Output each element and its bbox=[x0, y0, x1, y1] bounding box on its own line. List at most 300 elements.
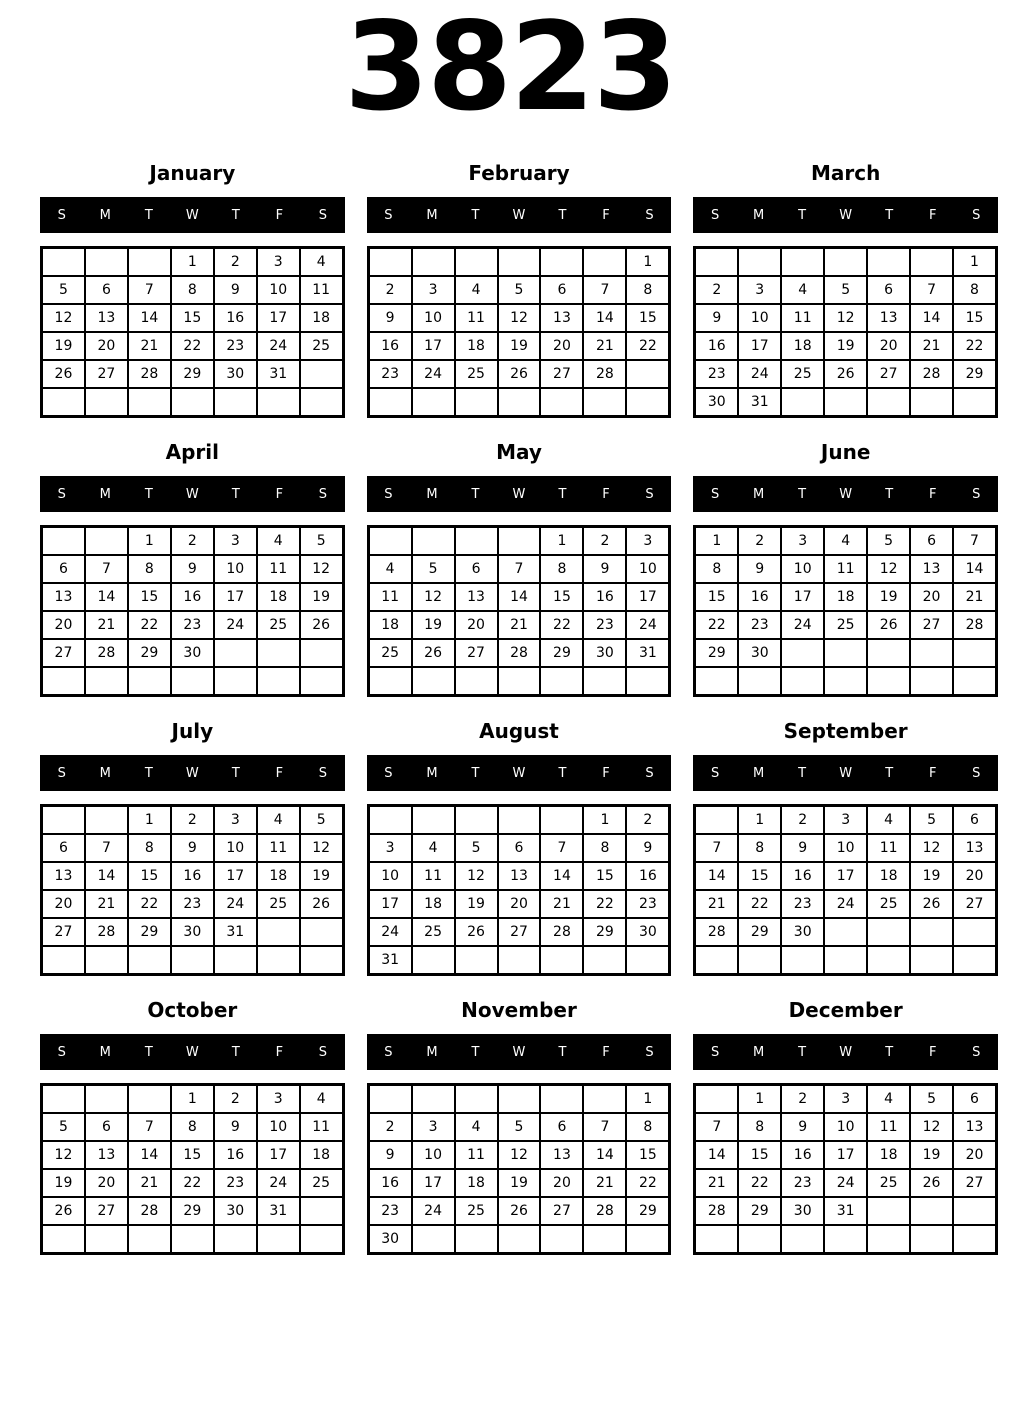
weekday-label: S bbox=[710, 765, 720, 781]
day-cell-empty bbox=[214, 639, 257, 667]
day-cell: 1 bbox=[171, 1085, 214, 1113]
weekday-label: F bbox=[928, 765, 937, 781]
weekday-header-row bbox=[40, 476, 345, 512]
day-cell: 13 bbox=[540, 304, 583, 332]
weekday-label: S bbox=[318, 207, 328, 223]
day-cell: 17 bbox=[257, 1141, 300, 1169]
day-cell: 4 bbox=[455, 1113, 498, 1141]
day-cell-empty bbox=[85, 667, 128, 695]
day-cell: 3 bbox=[412, 276, 455, 304]
weekday-label: T bbox=[798, 1044, 807, 1060]
day-cell-empty bbox=[910, 248, 953, 276]
day-cell: 21 bbox=[910, 332, 953, 360]
day-cell-empty bbox=[300, 360, 343, 388]
day-cell: 10 bbox=[257, 276, 300, 304]
weekday-label: W bbox=[185, 1044, 199, 1060]
day-cell: 8 bbox=[171, 1113, 214, 1141]
day-cell: 2 bbox=[214, 1085, 257, 1113]
day-cell: 31 bbox=[824, 1197, 867, 1225]
day-cell: 23 bbox=[214, 1169, 257, 1197]
day-cell: 14 bbox=[540, 862, 583, 890]
weekday-label: F bbox=[275, 1044, 284, 1060]
day-cell: 20 bbox=[85, 1169, 128, 1197]
day-cell: 24 bbox=[824, 1169, 867, 1197]
day-cell: 6 bbox=[455, 555, 498, 583]
day-cell-empty bbox=[540, 248, 583, 276]
day-cell: 28 bbox=[540, 918, 583, 946]
day-cell: 8 bbox=[540, 555, 583, 583]
day-cell: 22 bbox=[738, 890, 781, 918]
weekday-label: M bbox=[99, 765, 111, 781]
weekday-label: T bbox=[798, 765, 807, 781]
weekday-header-row bbox=[367, 1034, 672, 1070]
weekday-label: S bbox=[57, 765, 66, 781]
day-cell-empty bbox=[953, 388, 996, 416]
day-cell: 8 bbox=[626, 276, 669, 304]
day-cell: 19 bbox=[42, 1169, 85, 1197]
day-cell: 19 bbox=[824, 332, 867, 360]
day-cell-empty bbox=[128, 1085, 171, 1113]
day-cell: 8 bbox=[953, 276, 996, 304]
weekday-header-row bbox=[40, 1034, 345, 1070]
weekday-label: M bbox=[99, 207, 111, 223]
day-cell: 23 bbox=[583, 611, 626, 639]
day-cell: 14 bbox=[128, 304, 171, 332]
day-cell: 30 bbox=[214, 360, 257, 388]
weekday-label: S bbox=[384, 765, 393, 781]
day-cell: 23 bbox=[695, 360, 738, 388]
day-cell-empty bbox=[953, 918, 996, 946]
day-cell: 30 bbox=[171, 918, 214, 946]
day-cell: 11 bbox=[257, 555, 300, 583]
day-cell-empty bbox=[781, 248, 824, 276]
day-cell: 27 bbox=[85, 1197, 128, 1225]
day-cell-empty bbox=[498, 1085, 541, 1113]
weekday-label: S bbox=[645, 1044, 654, 1060]
day-cell: 5 bbox=[824, 276, 867, 304]
month-calendar bbox=[40, 441, 345, 697]
day-cell-empty bbox=[171, 667, 214, 695]
day-cell: 15 bbox=[953, 304, 996, 332]
day-cell: 16 bbox=[781, 1141, 824, 1169]
day-cell: 30 bbox=[695, 388, 738, 416]
day-cell: 30 bbox=[171, 639, 214, 667]
day-cell-empty bbox=[583, 946, 626, 974]
day-cell-empty bbox=[369, 527, 412, 555]
weekday-label: S bbox=[384, 486, 393, 502]
day-cell: 26 bbox=[300, 611, 343, 639]
day-grid bbox=[367, 804, 672, 976]
day-cell: 6 bbox=[42, 834, 85, 862]
weekday-label: W bbox=[512, 486, 526, 502]
day-cell: 31 bbox=[738, 388, 781, 416]
day-cell: 29 bbox=[626, 1197, 669, 1225]
weekday-label: W bbox=[512, 1044, 526, 1060]
day-grid bbox=[693, 1083, 998, 1255]
day-cell: 7 bbox=[583, 1113, 626, 1141]
weekday-label: W bbox=[839, 207, 853, 223]
day-cell: 25 bbox=[455, 360, 498, 388]
day-cell-empty bbox=[498, 248, 541, 276]
day-cell: 5 bbox=[42, 1113, 85, 1141]
day-cell: 4 bbox=[824, 527, 867, 555]
month-calendar bbox=[40, 720, 345, 976]
day-cell-empty bbox=[781, 1225, 824, 1253]
day-cell: 26 bbox=[498, 1197, 541, 1225]
day-cell: 3 bbox=[824, 1085, 867, 1113]
day-cell-empty bbox=[171, 388, 214, 416]
day-cell: 21 bbox=[583, 332, 626, 360]
day-cell: 16 bbox=[695, 332, 738, 360]
day-cell-empty bbox=[455, 388, 498, 416]
day-cell: 14 bbox=[128, 1141, 171, 1169]
day-cell: 19 bbox=[42, 332, 85, 360]
weekday-label: M bbox=[752, 207, 765, 223]
day-cell: 15 bbox=[626, 1141, 669, 1169]
day-cell-empty bbox=[85, 946, 128, 974]
day-cell: 28 bbox=[128, 360, 171, 388]
weekday-label: T bbox=[558, 765, 567, 781]
day-cell: 6 bbox=[953, 806, 996, 834]
day-cell: 1 bbox=[128, 806, 171, 834]
day-cell: 18 bbox=[455, 332, 498, 360]
day-cell: 16 bbox=[214, 304, 257, 332]
day-cell: 1 bbox=[626, 1085, 669, 1113]
day-grid bbox=[367, 1083, 672, 1255]
day-cell-empty bbox=[455, 946, 498, 974]
day-cell: 10 bbox=[257, 1113, 300, 1141]
day-cell-empty bbox=[257, 388, 300, 416]
day-cell: 25 bbox=[257, 890, 300, 918]
weekday-label: S bbox=[710, 486, 720, 502]
day-cell: 18 bbox=[300, 1141, 343, 1169]
day-cell: 8 bbox=[171, 276, 214, 304]
day-cell: 27 bbox=[953, 1169, 996, 1197]
day-cell: 26 bbox=[412, 639, 455, 667]
day-cell: 8 bbox=[128, 555, 171, 583]
day-cell: 13 bbox=[85, 1141, 128, 1169]
day-cell-empty bbox=[540, 388, 583, 416]
day-cell: 31 bbox=[257, 1197, 300, 1225]
weekday-header-row bbox=[367, 476, 672, 512]
day-cell: 17 bbox=[257, 304, 300, 332]
day-cell: 29 bbox=[171, 1197, 214, 1225]
day-cell: 26 bbox=[42, 360, 85, 388]
day-cell: 17 bbox=[412, 1169, 455, 1197]
day-cell-empty bbox=[626, 667, 669, 695]
day-cell: 11 bbox=[867, 1113, 910, 1141]
day-cell: 20 bbox=[498, 890, 541, 918]
day-cell: 11 bbox=[867, 834, 910, 862]
day-cell-empty bbox=[867, 1197, 910, 1225]
day-cell: 8 bbox=[738, 1113, 781, 1141]
day-cell: 19 bbox=[910, 862, 953, 890]
month-calendar bbox=[693, 720, 998, 976]
day-cell: 11 bbox=[781, 304, 824, 332]
weekday-label: T bbox=[471, 1044, 480, 1060]
day-cell: 8 bbox=[738, 834, 781, 862]
day-cell: 2 bbox=[214, 248, 257, 276]
day-cell: 25 bbox=[867, 1169, 910, 1197]
weekday-label: S bbox=[972, 486, 981, 502]
day-cell: 14 bbox=[583, 1141, 626, 1169]
day-cell: 5 bbox=[910, 1085, 953, 1113]
day-cell: 3 bbox=[626, 527, 669, 555]
day-cell: 21 bbox=[583, 1169, 626, 1197]
day-cell: 22 bbox=[695, 611, 738, 639]
day-cell: 24 bbox=[214, 611, 257, 639]
day-cell-empty bbox=[257, 667, 300, 695]
weekday-label: S bbox=[972, 1044, 981, 1060]
day-cell: 16 bbox=[171, 862, 214, 890]
day-cell: 12 bbox=[910, 1113, 953, 1141]
day-cell: 14 bbox=[910, 304, 953, 332]
weekday-label: M bbox=[426, 765, 438, 781]
weekday-label: M bbox=[752, 486, 765, 502]
day-cell-empty bbox=[498, 388, 541, 416]
day-cell: 25 bbox=[412, 918, 455, 946]
weekday-label: T bbox=[471, 765, 480, 781]
day-cell: 2 bbox=[738, 527, 781, 555]
day-cell: 31 bbox=[257, 360, 300, 388]
day-cell: 9 bbox=[369, 1141, 412, 1169]
day-cell: 22 bbox=[128, 611, 171, 639]
weekday-label: S bbox=[318, 1044, 328, 1060]
day-cell: 13 bbox=[42, 583, 85, 611]
day-cell: 18 bbox=[300, 304, 343, 332]
day-cell: 20 bbox=[910, 583, 953, 611]
day-cell: 14 bbox=[85, 862, 128, 890]
weekday-header-row bbox=[40, 197, 345, 233]
day-cell: 7 bbox=[583, 276, 626, 304]
day-cell-empty bbox=[953, 667, 996, 695]
weekday-label: S bbox=[710, 1044, 720, 1060]
day-cell-empty bbox=[412, 806, 455, 834]
day-cell: 15 bbox=[128, 583, 171, 611]
day-cell-empty bbox=[695, 1225, 738, 1253]
weekday-label: T bbox=[231, 207, 240, 223]
day-cell-empty bbox=[300, 1225, 343, 1253]
day-cell: 9 bbox=[214, 1113, 257, 1141]
day-cell-empty bbox=[455, 806, 498, 834]
day-cell: 26 bbox=[910, 890, 953, 918]
month-title: November bbox=[461, 998, 577, 1022]
weekday-label: T bbox=[885, 486, 894, 502]
day-cell: 4 bbox=[412, 834, 455, 862]
day-cell: 8 bbox=[128, 834, 171, 862]
day-cell: 20 bbox=[42, 890, 85, 918]
day-cell-empty bbox=[498, 806, 541, 834]
day-cell: 13 bbox=[910, 555, 953, 583]
day-cell: 29 bbox=[695, 639, 738, 667]
day-cell: 23 bbox=[738, 611, 781, 639]
weekday-label: S bbox=[645, 486, 654, 502]
day-cell: 20 bbox=[867, 332, 910, 360]
weekday-label: T bbox=[885, 207, 894, 223]
day-cell: 1 bbox=[128, 527, 171, 555]
day-cell-empty bbox=[583, 1225, 626, 1253]
day-cell: 10 bbox=[626, 555, 669, 583]
day-cell: 20 bbox=[85, 332, 128, 360]
day-cell-empty bbox=[540, 1225, 583, 1253]
day-cell-empty bbox=[128, 1225, 171, 1253]
day-cell-empty bbox=[412, 667, 455, 695]
day-cell: 9 bbox=[369, 304, 412, 332]
weekday-label: S bbox=[645, 765, 654, 781]
day-cell-empty bbox=[953, 946, 996, 974]
day-cell: 29 bbox=[738, 1197, 781, 1225]
day-cell: 28 bbox=[583, 1197, 626, 1225]
day-cell: 21 bbox=[695, 890, 738, 918]
day-cell: 24 bbox=[412, 1197, 455, 1225]
day-cell: 12 bbox=[42, 1141, 85, 1169]
day-cell: 22 bbox=[953, 332, 996, 360]
day-cell: 16 bbox=[583, 583, 626, 611]
day-cell: 10 bbox=[369, 862, 412, 890]
day-cell: 13 bbox=[42, 862, 85, 890]
day-cell: 19 bbox=[412, 611, 455, 639]
day-cell: 23 bbox=[781, 1169, 824, 1197]
day-cell-empty bbox=[412, 1085, 455, 1113]
day-cell: 4 bbox=[300, 248, 343, 276]
day-cell: 11 bbox=[300, 276, 343, 304]
day-cell: 3 bbox=[257, 1085, 300, 1113]
day-cell: 25 bbox=[300, 1169, 343, 1197]
day-cell: 27 bbox=[953, 890, 996, 918]
month-calendar bbox=[693, 999, 998, 1255]
weekday-label: S bbox=[318, 765, 328, 781]
day-cell: 24 bbox=[824, 890, 867, 918]
day-cell-empty bbox=[455, 1085, 498, 1113]
day-cell: 3 bbox=[781, 527, 824, 555]
day-cell-empty bbox=[824, 946, 867, 974]
day-cell: 15 bbox=[583, 862, 626, 890]
day-cell: 12 bbox=[867, 555, 910, 583]
day-cell: 21 bbox=[498, 611, 541, 639]
day-cell-empty bbox=[214, 946, 257, 974]
month-title: April bbox=[165, 440, 220, 464]
month-title: March bbox=[810, 161, 881, 185]
day-cell: 1 bbox=[738, 806, 781, 834]
day-cell: 1 bbox=[626, 248, 669, 276]
day-cell: 16 bbox=[369, 1169, 412, 1197]
day-cell: 13 bbox=[498, 862, 541, 890]
day-cell: 1 bbox=[171, 248, 214, 276]
day-cell: 10 bbox=[738, 304, 781, 332]
month-title: August bbox=[479, 719, 559, 743]
day-cell-empty bbox=[626, 946, 669, 974]
day-cell: 13 bbox=[540, 1141, 583, 1169]
day-grid bbox=[40, 246, 345, 418]
day-cell: 4 bbox=[781, 276, 824, 304]
day-cell: 9 bbox=[171, 555, 214, 583]
day-cell: 25 bbox=[781, 360, 824, 388]
day-cell: 16 bbox=[626, 862, 669, 890]
day-cell: 13 bbox=[953, 834, 996, 862]
day-cell: 28 bbox=[695, 918, 738, 946]
day-cell: 23 bbox=[781, 890, 824, 918]
day-cell: 23 bbox=[214, 332, 257, 360]
day-cell-empty bbox=[498, 527, 541, 555]
day-cell: 31 bbox=[369, 946, 412, 974]
day-cell: 5 bbox=[412, 555, 455, 583]
weekday-label: S bbox=[384, 1044, 393, 1060]
day-cell: 4 bbox=[257, 806, 300, 834]
weekday-label: W bbox=[839, 486, 853, 502]
day-cell: 16 bbox=[369, 332, 412, 360]
day-cell: 20 bbox=[540, 1169, 583, 1197]
day-cell: 30 bbox=[781, 918, 824, 946]
weekday-label: W bbox=[839, 1044, 853, 1060]
day-cell: 17 bbox=[214, 862, 257, 890]
weekday-label: T bbox=[558, 207, 567, 223]
day-cell: 19 bbox=[867, 583, 910, 611]
day-cell: 13 bbox=[455, 583, 498, 611]
day-cell: 12 bbox=[42, 304, 85, 332]
day-cell-empty bbox=[910, 918, 953, 946]
day-cell: 26 bbox=[42, 1197, 85, 1225]
day-cell-empty bbox=[171, 946, 214, 974]
day-cell-empty bbox=[300, 1197, 343, 1225]
day-cell: 23 bbox=[171, 611, 214, 639]
day-cell-empty bbox=[128, 388, 171, 416]
weekday-label: F bbox=[928, 486, 937, 502]
day-cell: 1 bbox=[583, 806, 626, 834]
day-cell: 12 bbox=[300, 555, 343, 583]
weekday-label: T bbox=[471, 207, 480, 223]
day-cell: 7 bbox=[85, 555, 128, 583]
weekday-header-row bbox=[367, 755, 672, 791]
day-cell: 18 bbox=[867, 862, 910, 890]
day-cell: 6 bbox=[540, 276, 583, 304]
day-cell: 27 bbox=[910, 611, 953, 639]
day-cell: 13 bbox=[85, 304, 128, 332]
weekday-header-row bbox=[693, 476, 998, 512]
day-cell: 23 bbox=[369, 1197, 412, 1225]
day-cell: 6 bbox=[42, 555, 85, 583]
day-cell-empty bbox=[85, 388, 128, 416]
day-cell: 29 bbox=[171, 360, 214, 388]
day-cell: 18 bbox=[781, 332, 824, 360]
day-cell: 5 bbox=[42, 276, 85, 304]
day-cell: 17 bbox=[738, 332, 781, 360]
day-cell: 28 bbox=[498, 639, 541, 667]
month-calendar bbox=[693, 441, 998, 697]
day-cell: 27 bbox=[85, 360, 128, 388]
day-cell: 7 bbox=[498, 555, 541, 583]
day-cell: 25 bbox=[257, 611, 300, 639]
day-cell: 19 bbox=[300, 862, 343, 890]
day-cell-empty bbox=[867, 918, 910, 946]
day-cell: 28 bbox=[695, 1197, 738, 1225]
day-cell: 17 bbox=[781, 583, 824, 611]
day-cell: 10 bbox=[214, 555, 257, 583]
day-cell: 4 bbox=[257, 527, 300, 555]
weekday-label: T bbox=[144, 765, 153, 781]
day-grid bbox=[693, 804, 998, 976]
day-cell: 9 bbox=[214, 276, 257, 304]
day-cell: 29 bbox=[540, 639, 583, 667]
month-calendar bbox=[693, 162, 998, 418]
day-cell: 25 bbox=[455, 1197, 498, 1225]
day-cell-empty bbox=[257, 946, 300, 974]
weekday-label: W bbox=[512, 765, 526, 781]
day-grid bbox=[693, 246, 998, 418]
day-cell: 6 bbox=[540, 1113, 583, 1141]
day-cell: 22 bbox=[171, 1169, 214, 1197]
day-cell-empty bbox=[455, 248, 498, 276]
day-cell: 3 bbox=[214, 806, 257, 834]
